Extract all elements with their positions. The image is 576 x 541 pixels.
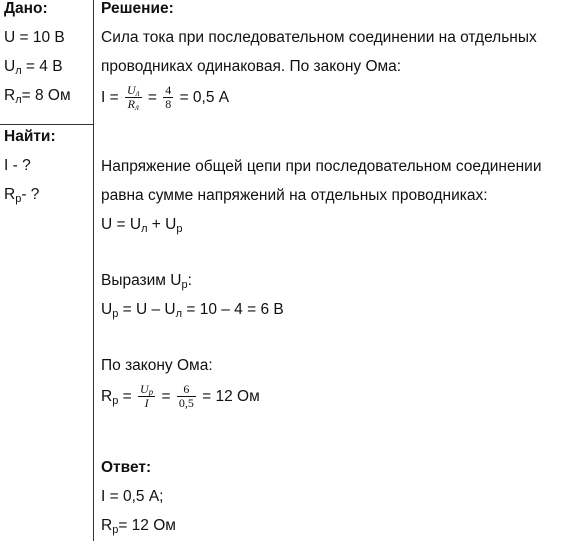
solution-text-1a: Сила тока при последовательном соединении на отдельных [101, 29, 537, 46]
solution-text-2b: равна сумме напряжений на отдельных проводниках: [101, 187, 488, 204]
formula-current: I = $\frac{U_л}{R_л}$ = $\frac{4}{8}$ = 0,5 А [101, 83, 230, 113]
column-divider [93, 0, 94, 541]
solution-heading: Решение: [101, 0, 174, 17]
solution-text-2a: Напряжение общей цепи при последовательном соединении [101, 158, 542, 175]
given-find-divider [0, 124, 93, 125]
find-heading: Найти: [4, 128, 56, 145]
find-current: I - ? [4, 157, 31, 174]
given-lamp-voltage: $U_л = 4$ В [4, 58, 63, 77]
given-lamp-resistance: $R_л= 8$ Ом [4, 87, 71, 106]
solution-text-3: Выразим $U_р$: [101, 272, 192, 291]
find-resistance: $R_р-$ ? [4, 186, 40, 205]
given-heading: Дано: [4, 0, 48, 17]
answer-heading: Ответ: [101, 459, 152, 476]
given-voltage: U = 10 В [4, 29, 65, 46]
solution-text-4: По закону Ома: [101, 357, 213, 374]
formula-resistance: $R_р$ = $\frac{U_р}{I}$ = $\frac{6}{0,5}$ = 12 Ом [101, 382, 260, 411]
formula-voltage-sum: $U = U_л + U_р$ [101, 216, 183, 235]
answer-current: I = 0,5 А; [101, 488, 164, 505]
solution-text-1b: проводниках одинаковая. По закону Ома: [101, 58, 402, 75]
answer-resistance: $R_р= 12$ Ом [101, 517, 176, 536]
formula-voltage-resistor: $U_р = U - U_л = 10 - 4 = 6$ В [101, 301, 284, 320]
